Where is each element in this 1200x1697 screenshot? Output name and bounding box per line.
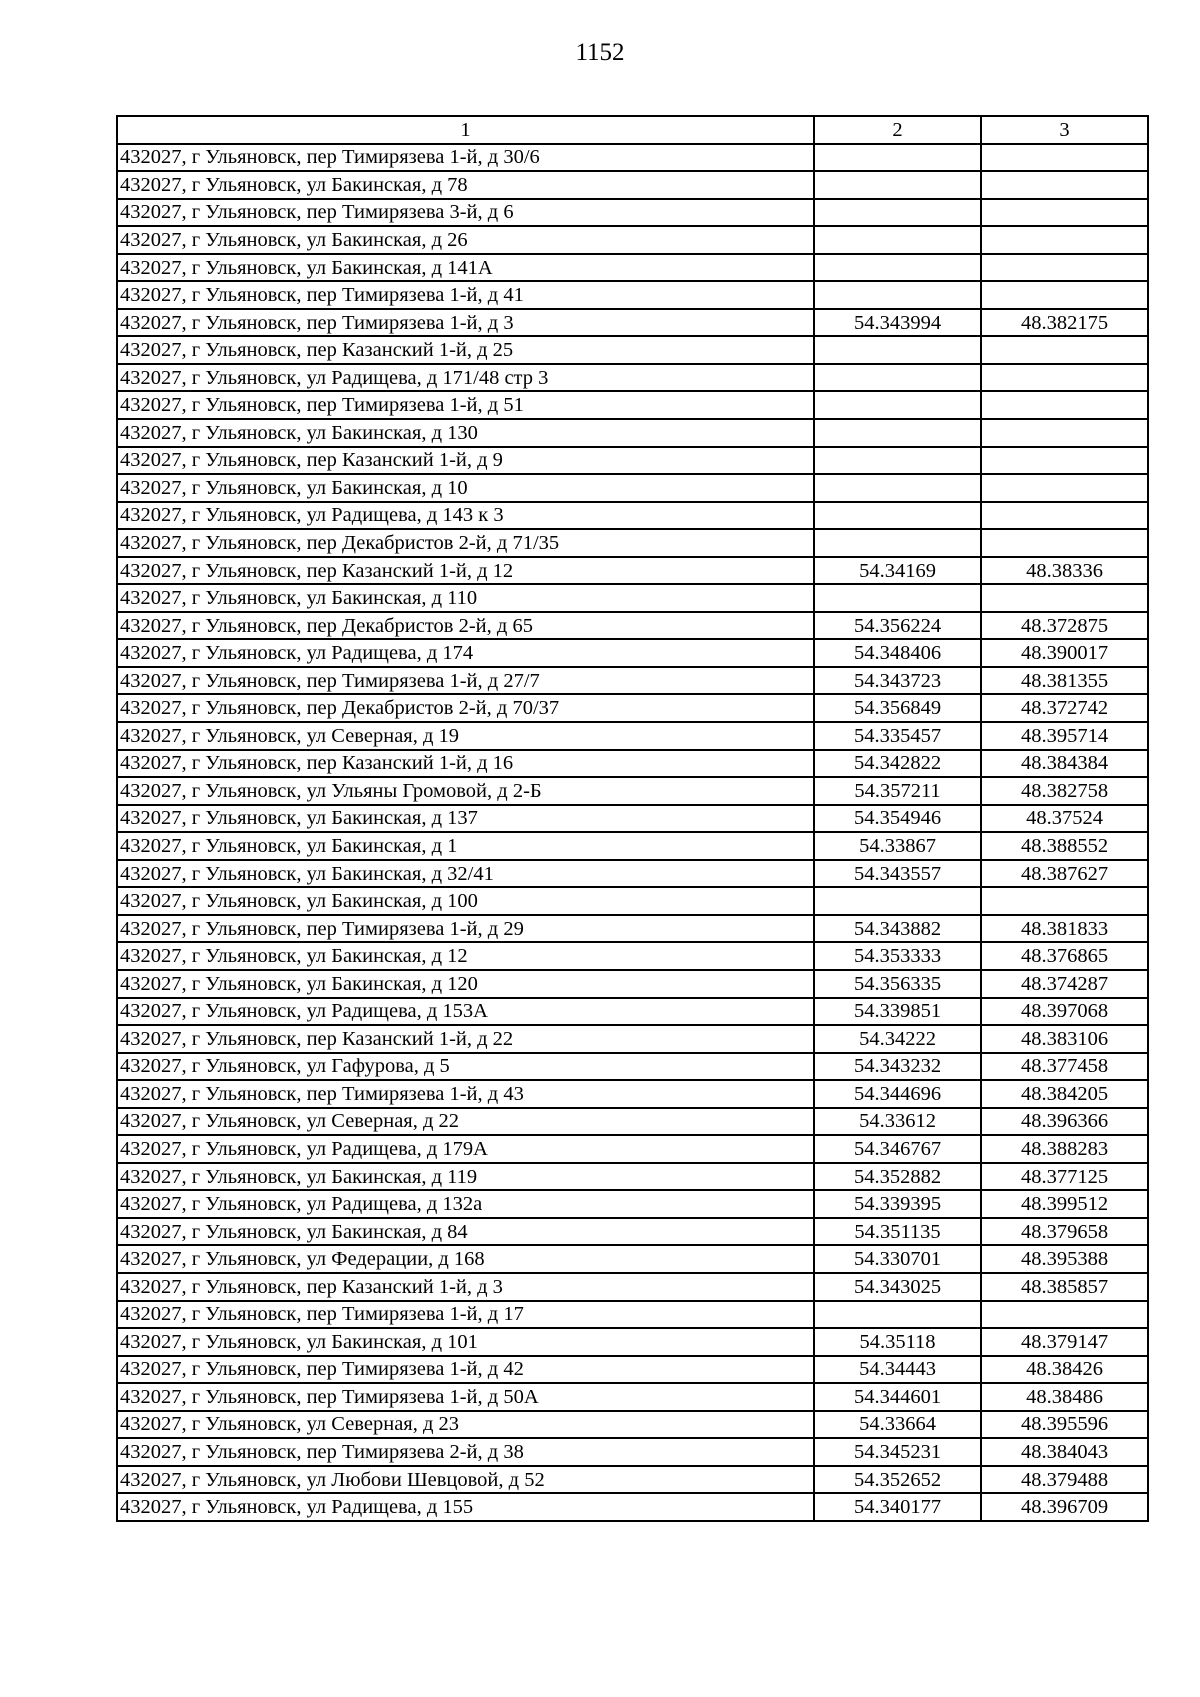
table-row: [117, 447, 1148, 475]
table-row: [117, 144, 1148, 172]
longitude-cell: [981, 281, 1148, 309]
table-row: [117, 1411, 1148, 1439]
address-cell: 432027, г Ульяновск, ул Бакинская, д 101: [117, 1328, 814, 1356]
latitude-cell: 54.345231: [814, 1438, 981, 1466]
address-cell: 432027, г Ульяновск, ул Бакинская, д 141А: [117, 254, 814, 282]
latitude-cell: 54.354946: [814, 805, 981, 833]
address-cell: 432027, г Ульяновск, пер Тимирязева 2-й, д 38: [117, 1438, 814, 1466]
address-cell: 432027, г Ульяновск, ул Ульяны Громовой, д 2-Б: [117, 777, 814, 805]
table-row: [117, 309, 1148, 337]
address-cell: 432027, г Ульяновск, ул Бакинская, д 119: [117, 1163, 814, 1191]
longitude-cell: [981, 171, 1148, 199]
address-cell: 432027, г Ульяновск, ул Бакинская, д 137: [117, 805, 814, 833]
column-header-1: 1: [117, 116, 814, 144]
address-cell: 432027, г Ульяновск, ул Бакинская, д 26: [117, 226, 814, 254]
address-cell: 432027, г Ульяновск, ул Гафурова, д 5: [117, 1053, 814, 1081]
latitude-cell: 54.343723: [814, 667, 981, 695]
latitude-cell: [814, 171, 981, 199]
table-row: [117, 391, 1148, 419]
table-row: [117, 226, 1148, 254]
address-cell: 432027, г Ульяновск, пер Тимирязева 1-й, д 27/7: [117, 667, 814, 695]
address-cell: 432027, г Ульяновск, пер Тимирязева 1-й, д 3: [117, 309, 814, 337]
table-row: [117, 502, 1148, 530]
address-cell: 432027, г Ульяновск, пер Казанский 1-й, д 12: [117, 557, 814, 585]
address-cell: 432027, г Ульяновск, ул Бакинская, д 84: [117, 1218, 814, 1246]
longitude-cell: [981, 447, 1148, 475]
longitude-cell: 48.379488: [981, 1466, 1148, 1494]
latitude-cell: 54.353333: [814, 942, 981, 970]
address-cell: 432027, г Ульяновск, пер Тимирязева 1-й, д 51: [117, 391, 814, 419]
latitude-cell: 54.34222: [814, 1025, 981, 1053]
latitude-cell: [814, 336, 981, 364]
longitude-cell: 48.376865: [981, 942, 1148, 970]
address-cell: 432027, г Ульяновск, пер Казанский 1-й, д 3: [117, 1273, 814, 1301]
page-number: 1152: [575, 39, 625, 66]
address-cell: 432027, г Ульяновск, пер Казанский 1-й, д 22: [117, 1025, 814, 1053]
longitude-cell: [981, 254, 1148, 282]
longitude-cell: 48.379147: [981, 1328, 1148, 1356]
latitude-cell: 54.33867: [814, 832, 981, 860]
table-header: [117, 116, 1148, 144]
table-row: [117, 1493, 1148, 1521]
address-cell: 432027, г Ульяновск, пер Тимирязева 1-й, д 30/6: [117, 144, 814, 172]
address-cell: 432027, г Ульяновск, пер Тимирязева 1-й, д 43: [117, 1080, 814, 1108]
address-cell: 432027, г Ульяновск, пер Тимирязева 1-й, д 42: [117, 1356, 814, 1384]
longitude-cell: [981, 1301, 1148, 1329]
address-cell: 432027, г Ульяновск, ул Северная, д 22: [117, 1108, 814, 1136]
column-header-3: 3: [981, 116, 1148, 144]
latitude-cell: [814, 364, 981, 392]
longitude-cell: [981, 474, 1148, 502]
longitude-cell: 48.382758: [981, 777, 1148, 805]
address-cell: 432027, г Ульяновск, пер Декабристов 2-й, д 70/37: [117, 694, 814, 722]
table-row: [117, 1080, 1148, 1108]
longitude-cell: 48.395388: [981, 1245, 1148, 1273]
table-row: [117, 1328, 1148, 1356]
longitude-cell: [981, 144, 1148, 172]
address-cell: 432027, г Ульяновск, ул Радищева, д 143 к 3: [117, 502, 814, 530]
column-header-2: 2: [814, 116, 981, 144]
table-row: [117, 667, 1148, 695]
longitude-cell: 48.384384: [981, 750, 1148, 778]
latitude-cell: [814, 502, 981, 530]
address-cell: 432027, г Ульяновск, пер Тимирязева 1-й, д 17: [117, 1301, 814, 1329]
table-row: [117, 364, 1148, 392]
address-cell: 432027, г Ульяновск, ул Радищева, д 153А: [117, 998, 814, 1026]
longitude-cell: 48.399512: [981, 1190, 1148, 1218]
address-cell: 432027, г Ульяновск, ул Радищева, д 179А: [117, 1135, 814, 1163]
latitude-cell: 54.339395: [814, 1190, 981, 1218]
longitude-cell: 48.381355: [981, 667, 1148, 695]
longitude-cell: 48.395596: [981, 1411, 1148, 1439]
latitude-cell: 54.344601: [814, 1383, 981, 1411]
table-row: [117, 1438, 1148, 1466]
latitude-cell: 54.344696: [814, 1080, 981, 1108]
table-row: [117, 612, 1148, 640]
latitude-cell: 54.339851: [814, 998, 981, 1026]
longitude-cell: 48.38486: [981, 1383, 1148, 1411]
table-row: [117, 1135, 1148, 1163]
latitude-cell: 54.356335: [814, 970, 981, 998]
longitude-cell: 48.396366: [981, 1108, 1148, 1136]
longitude-cell: 48.384043: [981, 1438, 1148, 1466]
table-row: [117, 860, 1148, 888]
table-row: [117, 694, 1148, 722]
address-cell: 432027, г Ульяновск, пер Тимирязева 3-й, д 6: [117, 199, 814, 227]
longitude-cell: 48.382175: [981, 309, 1148, 337]
longitude-cell: 48.379658: [981, 1218, 1148, 1246]
address-cell: 432027, г Ульяновск, ул Бакинская, д 12: [117, 942, 814, 970]
address-cell: 432027, г Ульяновск, ул Северная, д 19: [117, 722, 814, 750]
table-row: [117, 529, 1148, 557]
address-cell: 432027, г Ульяновск, ул Радищева, д 174: [117, 639, 814, 667]
latitude-cell: [814, 1301, 981, 1329]
longitude-cell: 48.377125: [981, 1163, 1148, 1191]
latitude-cell: [814, 584, 981, 612]
table-row: [117, 254, 1148, 282]
latitude-cell: 54.356849: [814, 694, 981, 722]
table-row: [117, 557, 1148, 585]
table-row: [117, 1025, 1148, 1053]
longitude-cell: 48.38426: [981, 1356, 1148, 1384]
table-row: [117, 1466, 1148, 1494]
latitude-cell: [814, 887, 981, 915]
longitude-cell: 48.397068: [981, 998, 1148, 1026]
address-cell: 432027, г Ульяновск, ул Федерации, д 168: [117, 1245, 814, 1273]
latitude-cell: 54.343882: [814, 915, 981, 943]
table-row: [117, 998, 1148, 1026]
longitude-cell: 48.390017: [981, 639, 1148, 667]
header-row: [117, 116, 1148, 144]
table-row: [117, 171, 1148, 199]
table-row: [117, 1356, 1148, 1384]
latitude-cell: [814, 254, 981, 282]
latitude-cell: 54.351135: [814, 1218, 981, 1246]
longitude-cell: 48.37524: [981, 805, 1148, 833]
longitude-cell: 48.396709: [981, 1493, 1148, 1521]
address-cell: 432027, г Ульяновск, ул Радищева, д 155: [117, 1493, 814, 1521]
latitude-cell: 54.352882: [814, 1163, 981, 1191]
longitude-cell: 48.372742: [981, 694, 1148, 722]
address-cell: 432027, г Ульяновск, ул Любови Шевцовой, д 52: [117, 1466, 814, 1494]
latitude-cell: [814, 281, 981, 309]
table-row: [117, 639, 1148, 667]
table-body: [117, 144, 1148, 1521]
table-row: [117, 1301, 1148, 1329]
table-row: [117, 970, 1148, 998]
table-row: [117, 915, 1148, 943]
latitude-cell: 54.340177: [814, 1493, 981, 1521]
table-row: [117, 750, 1148, 778]
latitude-cell: 54.335457: [814, 722, 981, 750]
table-row: [117, 1218, 1148, 1246]
longitude-cell: 48.381833: [981, 915, 1148, 943]
table-row: [117, 584, 1148, 612]
table-row: [117, 336, 1148, 364]
table-row: [117, 419, 1148, 447]
latitude-cell: [814, 447, 981, 475]
address-cell: 432027, г Ульяновск, ул Бакинская, д 1: [117, 832, 814, 860]
address-cell: 432027, г Ульяновск, пер Тимирязева 1-й, д 41: [117, 281, 814, 309]
address-table: [116, 115, 1149, 1522]
address-cell: 432027, г Ульяновск, ул Бакинская, д 32/41: [117, 860, 814, 888]
table-row: [117, 777, 1148, 805]
table-row: [117, 199, 1148, 227]
longitude-cell: 48.387627: [981, 860, 1148, 888]
longitude-cell: 48.384205: [981, 1080, 1148, 1108]
table-row: [117, 942, 1148, 970]
address-cell: 432027, г Ульяновск, пер Тимирязева 1-й, д 50А: [117, 1383, 814, 1411]
table-row: [117, 281, 1148, 309]
longitude-cell: 48.372875: [981, 612, 1148, 640]
longitude-cell: 48.38336: [981, 557, 1148, 585]
address-cell: 432027, г Ульяновск, пер Декабристов 2-й, д 71/35: [117, 529, 814, 557]
latitude-cell: [814, 226, 981, 254]
longitude-cell: 48.395714: [981, 722, 1148, 750]
address-cell: 432027, г Ульяновск, ул Бакинская, д 10: [117, 474, 814, 502]
table-row: [117, 1053, 1148, 1081]
latitude-cell: 54.34443: [814, 1356, 981, 1384]
longitude-cell: [981, 199, 1148, 227]
table-row: [117, 887, 1148, 915]
address-cell: 432027, г Ульяновск, ул Бакинская, д 120: [117, 970, 814, 998]
address-cell: 432027, г Ульяновск, ул Радищева, д 171/48 стр 3: [117, 364, 814, 392]
latitude-cell: 54.357211: [814, 777, 981, 805]
table-row: [117, 474, 1148, 502]
table-row: [117, 1108, 1148, 1136]
longitude-cell: [981, 887, 1148, 915]
longitude-cell: [981, 419, 1148, 447]
longitude-cell: 48.383106: [981, 1025, 1148, 1053]
latitude-cell: 54.343557: [814, 860, 981, 888]
latitude-cell: 54.343025: [814, 1273, 981, 1301]
address-cell: 432027, г Ульяновск, ул Бакинская, д 78: [117, 171, 814, 199]
latitude-cell: 54.35118: [814, 1328, 981, 1356]
longitude-cell: 48.377458: [981, 1053, 1148, 1081]
address-cell: 432027, г Ульяновск, пер Декабристов 2-й, д 65: [117, 612, 814, 640]
latitude-cell: [814, 144, 981, 172]
longitude-cell: [981, 529, 1148, 557]
address-cell: 432027, г Ульяновск, ул Радищева, д 132а: [117, 1190, 814, 1218]
table-row: [117, 1163, 1148, 1191]
latitude-cell: [814, 391, 981, 419]
latitude-cell: 54.33612: [814, 1108, 981, 1136]
table-row: [117, 1245, 1148, 1273]
latitude-cell: [814, 474, 981, 502]
latitude-cell: 54.343232: [814, 1053, 981, 1081]
longitude-cell: [981, 336, 1148, 364]
latitude-cell: 54.33664: [814, 1411, 981, 1439]
latitude-cell: [814, 199, 981, 227]
address-cell: 432027, г Ульяновск, ул Северная, д 23: [117, 1411, 814, 1439]
latitude-cell: 54.330701: [814, 1245, 981, 1273]
longitude-cell: [981, 502, 1148, 530]
latitude-cell: 54.342822: [814, 750, 981, 778]
longitude-cell: [981, 226, 1148, 254]
latitude-cell: 54.343994: [814, 309, 981, 337]
address-cell: 432027, г Ульяновск, пер Казанский 1-й, д 9: [117, 447, 814, 475]
address-cell: 432027, г Ульяновск, ул Бакинская, д 130: [117, 419, 814, 447]
table-row: [117, 1383, 1148, 1411]
address-cell: 432027, г Ульяновск, ул Бакинская, д 100: [117, 887, 814, 915]
latitude-cell: 54.346767: [814, 1135, 981, 1163]
longitude-cell: [981, 364, 1148, 392]
address-cell: 432027, г Ульяновск, ул Бакинская, д 110: [117, 584, 814, 612]
longitude-cell: 48.388283: [981, 1135, 1148, 1163]
longitude-cell: [981, 391, 1148, 419]
address-cell: 432027, г Ульяновск, пер Казанский 1-й, д 25: [117, 336, 814, 364]
table-row: [117, 1273, 1148, 1301]
longitude-cell: 48.385857: [981, 1273, 1148, 1301]
longitude-cell: 48.388552: [981, 832, 1148, 860]
latitude-cell: [814, 419, 981, 447]
longitude-cell: [981, 584, 1148, 612]
latitude-cell: [814, 529, 981, 557]
longitude-cell: 48.374287: [981, 970, 1148, 998]
latitude-cell: 54.348406: [814, 639, 981, 667]
latitude-cell: 54.356224: [814, 612, 981, 640]
latitude-cell: 54.352652: [814, 1466, 981, 1494]
table-row: [117, 805, 1148, 833]
table-row: [117, 722, 1148, 750]
address-cell: 432027, г Ульяновск, пер Казанский 1-й, д 16: [117, 750, 814, 778]
latitude-cell: 54.34169: [814, 557, 981, 585]
table-row: [117, 832, 1148, 860]
address-cell: 432027, г Ульяновск, пер Тимирязева 1-й, д 29: [117, 915, 814, 943]
table-row: [117, 1190, 1148, 1218]
